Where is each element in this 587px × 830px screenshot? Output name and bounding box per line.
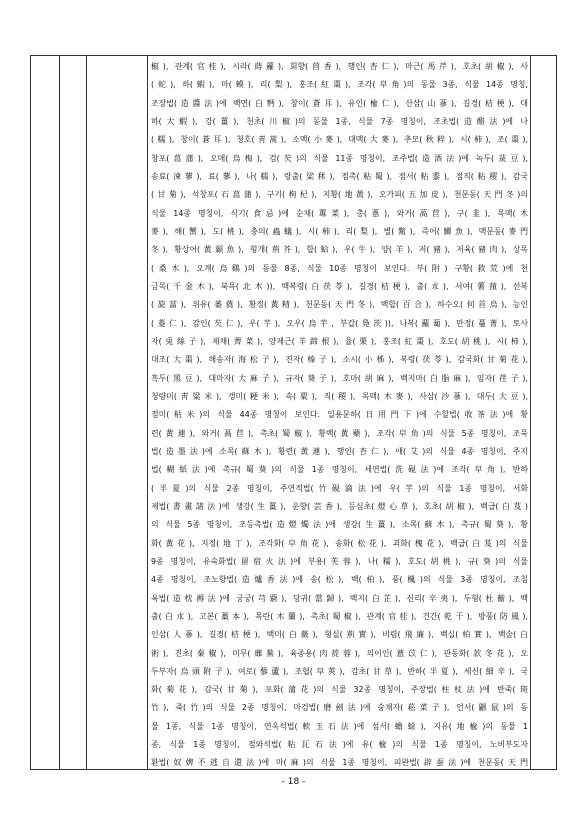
text-line: 제법(書畫諸法)에 생강(生薑), 운향(芸香), 등심초(燈心草), 호초(胡椒), 백급(白芨) bbox=[151, 501, 528, 511]
text-line: 련(黃連), 와거(萵苣), 촉초(蜀椒), 황백(黃蘗), 조각(皁角)의 식물 5종 명칭이, 조묵 bbox=[151, 428, 528, 438]
text-line: 椒), 관계(官桂), 시라(蒔蘿), 회향(茴香), 행인(杏仁), 마근(馬芹), 호초(胡椒), 사 bbox=[151, 62, 528, 71]
text-line: (菱仁), 감인(芡仁), 우(芋), 오우(烏芋, 부갑(鳧茨)), 나복(蘿蔔), 만정(蔓菁), 토사 bbox=[151, 318, 528, 328]
table-frame bbox=[30, 55, 557, 770]
text-line: 하(大蝦), 강(薑), 천초(川椒)의 동물 1종, 식물 7종 명칭이, 조초법(造醋法)에 나 bbox=[151, 116, 528, 126]
text-line: 금목(千金木), 북목(北木)), 백복령(白茯苓), 길경(桔梗), 출(朮), 서여(薯蕷), 선복 bbox=[151, 281, 528, 291]
page-number: - 18 - bbox=[281, 777, 306, 787]
text-line: 두부자(烏頭附子), 여로(藜蘆), 조협(皁莢), 감초(甘草), 반하(半夏), 세신(細辛), 국 bbox=[151, 666, 528, 676]
text-line: 법(造墨法)에 소목(蘇木), 황련(黃連), 행인(杏仁), 애(艾)의 식물 4종 명칭이, 주지 bbox=[151, 446, 528, 456]
column-divider-1 bbox=[59, 56, 60, 769]
text-line: (半夏)의 식물 2종 명칭이, 주연적법(竹硯滴法)에 우(芋)의 식물 1종 명칭이, 서화 bbox=[151, 483, 528, 493]
text-line: 물 1종, 식물 1종 명칭이, 연옥석법(軟玉石法)에 섬서(蟾蜍), 지유(地楡)의 동물 1 bbox=[151, 721, 528, 731]
text-line: 의 식물 5종 명칭이, 조등촉법(造燈燭法)에 생강(生薑), 소목(蘇木), 촉규(蜀葵), 황 bbox=[151, 520, 528, 530]
text-line: 흑두(黑豆), 대마자(大麻子), 규자(葵子), 호마(胡麻), 백지마(白脂麻), 임자(荏子), bbox=[151, 373, 528, 383]
text-line: 송료(涑蓼), 료(蓼), 나(糯), 랑출(梁秫), 점촉(粘蜀), 점서(粘黍), 점직(粘稷), 감국 bbox=[151, 171, 528, 181]
text-line: 화(黃花), 지정(地丁), 조각화(皁角花), 송화(松花), 괴화(槐花), 백급(白芨)의 식물 bbox=[151, 538, 528, 548]
text-line: 조장법(造醬法)에 백면(白麪), 창이(蒼耳), 유인(楡仁), 산삼(山蔘), 길경(桔梗), 대 bbox=[151, 98, 528, 108]
text-line: (旋葍), 위유(萎蕤), 황정(黃精), 천문동(天門冬), 백합(百合), 하수오(何首烏), 능인 bbox=[151, 300, 528, 310]
text-line: 9종 명칭이, 유숙화법(留宿火法)에 부용(芙蓉), 나(糯), 호도(胡桃), 규(葵)의 식물 bbox=[151, 556, 528, 566]
text-line: 환법(奴婢不逃自還法)에 마(麻)의 식물 1종 명칭이, 피완법(辟蚕法)에 천문동(天門 bbox=[151, 758, 528, 768]
text-line: 4종 명칭이, 조노향법(造爐香法)에 송(松), 백(柏), 풍(楓)의 식물 3종 명칭이, 조침 bbox=[151, 575, 528, 585]
text-line: (桑木), 오계(烏鷄)의 동물 8종, 식물 10종 명칭이 보인다. 부(附) 구황(救荒)에 천 bbox=[151, 263, 528, 273]
text-line: (甘菊), 석창포(石菖蒲), 구기(枸杞), 지황(地黃), 오가피(五加皮), 천문동(天門冬)의 bbox=[151, 190, 528, 200]
text-line: 점미(粘米)의 식물 44종 명칭이 보인다. 일용문하(日用門下)에 수할법(收茶法)에 황 bbox=[151, 410, 528, 420]
text-line: 術), 진초(秦椒), 미무(蘼蕪), 육종용(肉蓯蓉), 의이인(薏苡仁), 관동화(款冬花), 오 bbox=[151, 648, 528, 658]
content-cell bbox=[151, 58, 528, 769]
text-line: 청량미(靑粱米), 갱미(粳米), 속(粟), 직(稷), 목맥(木麥), 사삼(沙蔘), 대두(大豆), bbox=[151, 391, 528, 401]
text-line: 욕법(造枕褥法)에 궁궁(芎藭), 당귀(當歸), 백지(白芷), 신리(辛夷), 두형(杜蘅), 백 bbox=[151, 593, 528, 603]
text-line: 대조(大棗), 해송자(海松子), 진자(榛子), 소시(小柹), 복령(茯苓), 감국화(甘菊花), bbox=[151, 355, 528, 365]
text-line: 식물 14종 명칭이, 식기(食忌)에 순채(蓴菜), 총(蔥), 와거(萵苣), 구(韭), 목맥(木 bbox=[151, 208, 528, 218]
text-line: (蛇), 하(蝦), 마(蟆), 리(梨), 홍조(紅棗), 조각(皁角)의 동물 3종, 식물 14종 명칭, bbox=[151, 80, 528, 90]
text-line: 법(糊紙法)에 촉규(蜀葵)의 식물 1종 명칭이, 세연법(洗硯法)에 조각(皁角), 반하 bbox=[151, 465, 528, 475]
text-line: 화(菊花), 감국(甘菊), 포화(蒲花)의 식물 32종 명칭이, 주장법(柱杖法)에 반죽(斑 bbox=[151, 685, 528, 695]
text-line: 출(白朮), 고본(藁本), 목란(木蘭), 촉초(蜀椒), 관계(官桂), 건간(乾干), 방풍(防風), bbox=[151, 611, 528, 621]
text-line: (糯), 창이(蒼耳), 청호(靑蒿), 소맥(小麥), 대맥(大麥), 추모(秋粹), 시(柿), 조(棗), bbox=[151, 135, 528, 145]
text-line: 인삼(人蔘), 길경(桔梗), 백미(白薇), 형실(荊實), 비렴(飛廉), 백실(柏實), 백술(白 bbox=[151, 630, 528, 640]
text-line: 자(兎絲子), 제채(薺菜), 양제근(羊蹄根), 율(栗), 홍조(紅棗), 호도(胡桃), 시(柿), bbox=[151, 336, 528, 346]
text-line: 冬), 황상어(黃顙魚), 형개(荊芥), 합(蛤), 우(牛), 양(羊), 저(豬), 저육(豬肉), 상목 bbox=[151, 245, 528, 255]
column-divider-4 bbox=[530, 56, 531, 769]
text-line: 창포(菖蒲), 오매(烏梅), 검(芡)의 식물 11종 명칭이, 조주법(造酒法)에 녹두(菉豆), bbox=[151, 153, 528, 163]
text-line: 竹), 죽(竹)의 식물 2종 명칭이, 마검법(磨劍法)에 숭채자(菘菜子), 언서(鼴鼠)의 동 bbox=[151, 703, 528, 713]
text-line: 麥), 해(蟹), 도(桃), 충의(蟲蟻), 시(柿), 리(梨), 별(鱉), 즉어(鯽魚), 맥문동(麥門 bbox=[151, 226, 528, 236]
column-divider-3 bbox=[147, 56, 148, 769]
text-line: 종, 식물 1종 명칭이, 점와석법(粘瓦石法)에 유(楡)의 식물 1종 명칭이, 노비부도자 bbox=[151, 740, 528, 750]
column-divider-2 bbox=[86, 56, 87, 769]
